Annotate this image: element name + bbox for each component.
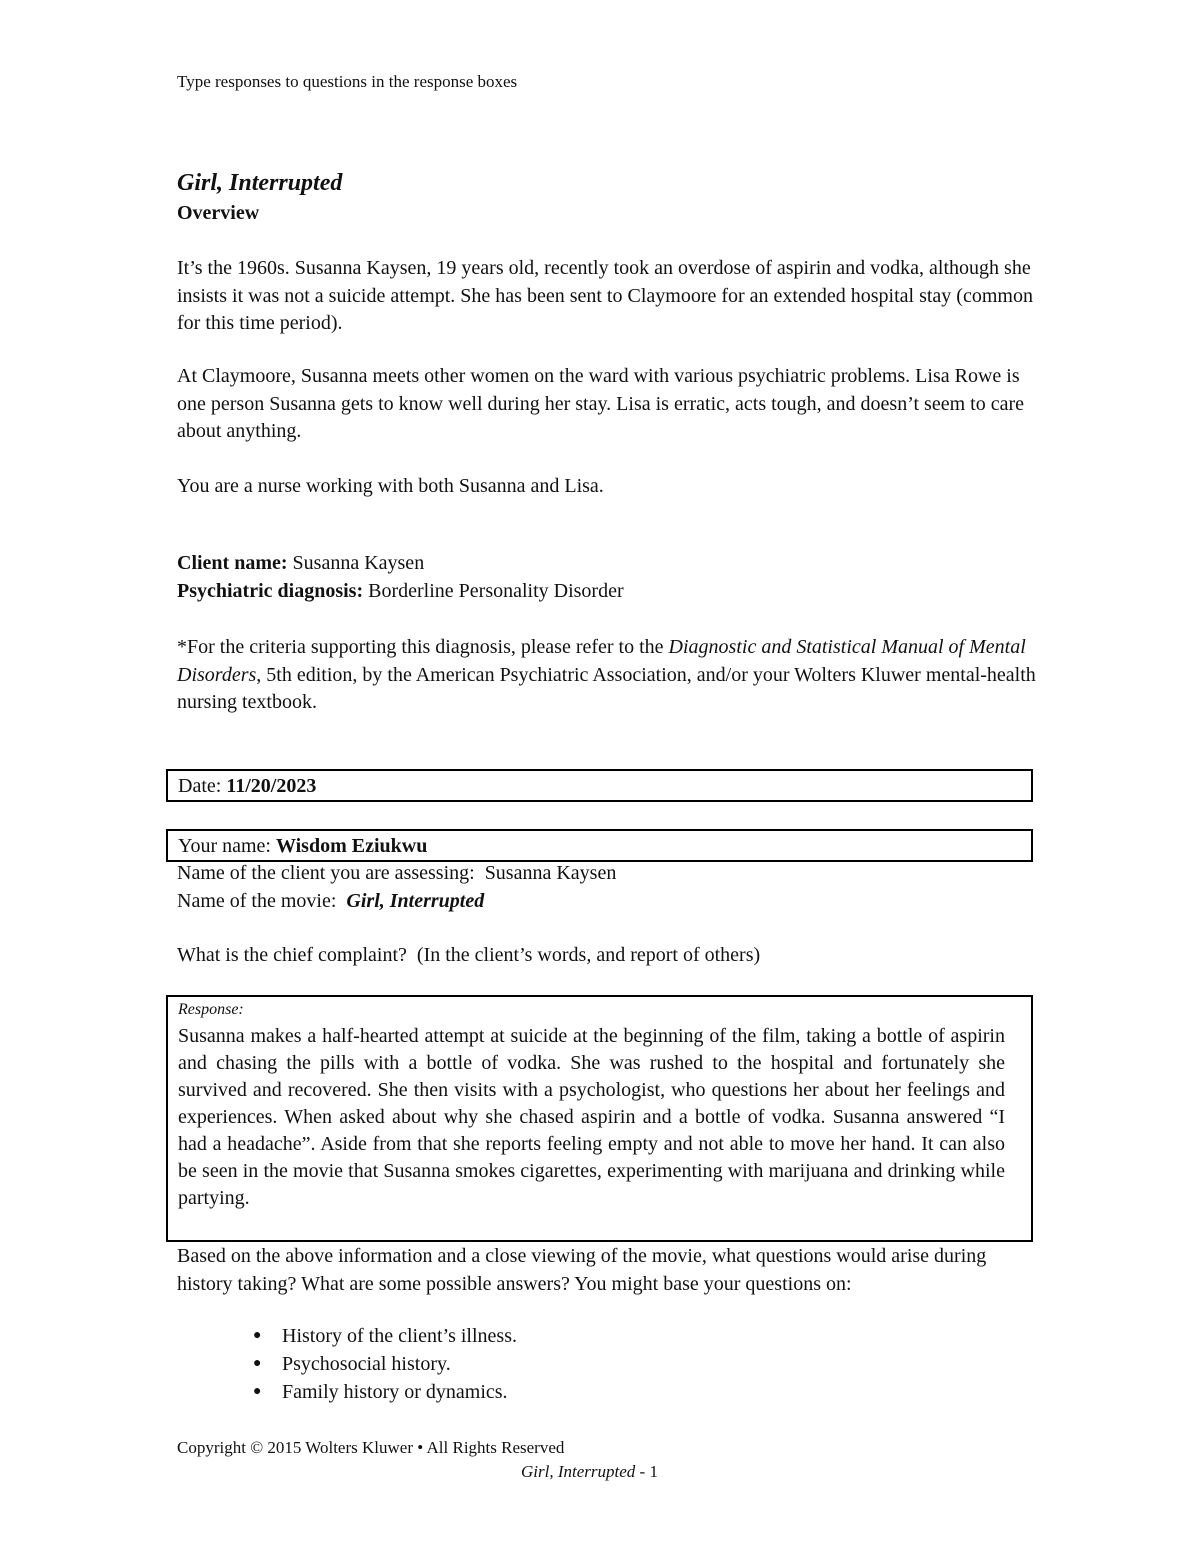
- diagnosis-value: Borderline Personality Disorder: [363, 580, 624, 602]
- footer-page-title: Girl, Interrupted: [521, 1462, 636, 1481]
- client-assessing-value: Susanna Kaysen: [474, 862, 617, 884]
- document-title: Girl, Interrupted: [177, 170, 343, 196]
- movie-line: [177, 890, 484, 913]
- diagnosis-label: Psychiatric diagnosis:: [177, 580, 364, 602]
- client-assessing-line: [177, 862, 616, 885]
- your-name-value[interactable]: Wisdom Eziukwu: [275, 835, 428, 857]
- response-label: Response:: [178, 1001, 244, 1018]
- footer-copyright: Copyright © 2015 Wolters Kluwer • All Rights Reserved: [177, 1438, 565, 1457]
- movie-label: Name of the movie:: [177, 890, 337, 912]
- client-assessing-label: Name of the client you are assessing:: [177, 862, 475, 884]
- footer-page-label: [521, 1462, 658, 1482]
- history-bullet-list: [240, 1322, 517, 1406]
- client-name-value: Susanna Kaysen: [287, 552, 425, 574]
- diagnosis-line: [177, 580, 624, 603]
- date-value[interactable]: 11/20/2023: [226, 775, 317, 797]
- date-label: Date:: [178, 775, 227, 797]
- list-item: ● Psychosocial history.: [240, 1350, 517, 1378]
- overview-paragraph-1: It’s the 1960s. Susanna Kaysen, 19 years old, recently took an overdose of aspirin and vodka, although she insists it was not a suicide attempt. She has been sent to Claymoore for an extended hospital stay (common for this time period).: [177, 257, 1033, 334]
- history-question: Based on the above information and a close viewing of the movie, what questions would arise during history taking? What are some possible answers? You might base your questions on:: [177, 1245, 987, 1295]
- overview-paragraph-3: You are a nurse working with both Susanna and Lisa.: [177, 475, 604, 497]
- list-item: ● History of the client’s illness.: [240, 1322, 517, 1350]
- criteria-note: [177, 634, 1037, 717]
- client-name-label: Client name:: [177, 552, 288, 574]
- overview-heading: Overview: [177, 202, 260, 224]
- client-name-line: [177, 552, 424, 575]
- response-text[interactable]: Susanna makes a half-hearted attempt at suicide at the beginning of the film, taking a bottle of aspirin and chasing the pills with a bottle of vodka. She was rushed to the hospital and fortunately she survived and recovered. She then visits with a psychologist, who questions her about her feelings and experiences. When asked about why she chased aspirin and a bottle of vodka. Susanna answered “I had a headache”. Aside from that she reports feeling empty and not able to move her hand. It can also be seen in the movie that Susanna smokes cigarettes, experimenting with marijuana and drinking while partying.: [178, 1025, 1005, 1209]
- manual-title: Diagnostic and Statistical Manual of Mental Disorders: [177, 636, 1026, 686]
- header-instruction: Type responses to questions in the response boxes: [177, 72, 518, 91]
- criteria-prefix: *For the criteria supporting this diagnosis, please refer to the: [177, 636, 669, 658]
- chief-complaint-question: What is the chief complaint? (In the client’s words, and report of others): [177, 944, 761, 966]
- your-name-label: Your name:: [178, 835, 276, 857]
- your-name-field[interactable]: [166, 829, 1033, 862]
- list-item: ● Family history or dynamics.: [240, 1378, 517, 1406]
- overview-paragraph-2: At Claymoore, Susanna meets other women on the ward with various psychiatric problems. Lisa Rowe is one person Susanna gets to know well during her stay. Lisa is erratic, acts tough, and doesn’t seem to care about anything.: [177, 365, 1025, 442]
- footer-page-number: - 1: [635, 1462, 658, 1481]
- criteria-suffix: , 5th edition, by the American Psychiatric Association, and/or your Wolters Kluwer mental-health nursing textbook.: [177, 663, 1036, 713]
- date-field[interactable]: [166, 769, 1033, 802]
- response-box[interactable]: [166, 995, 1033, 1242]
- movie-value: Girl, Interrupted: [346, 890, 485, 912]
